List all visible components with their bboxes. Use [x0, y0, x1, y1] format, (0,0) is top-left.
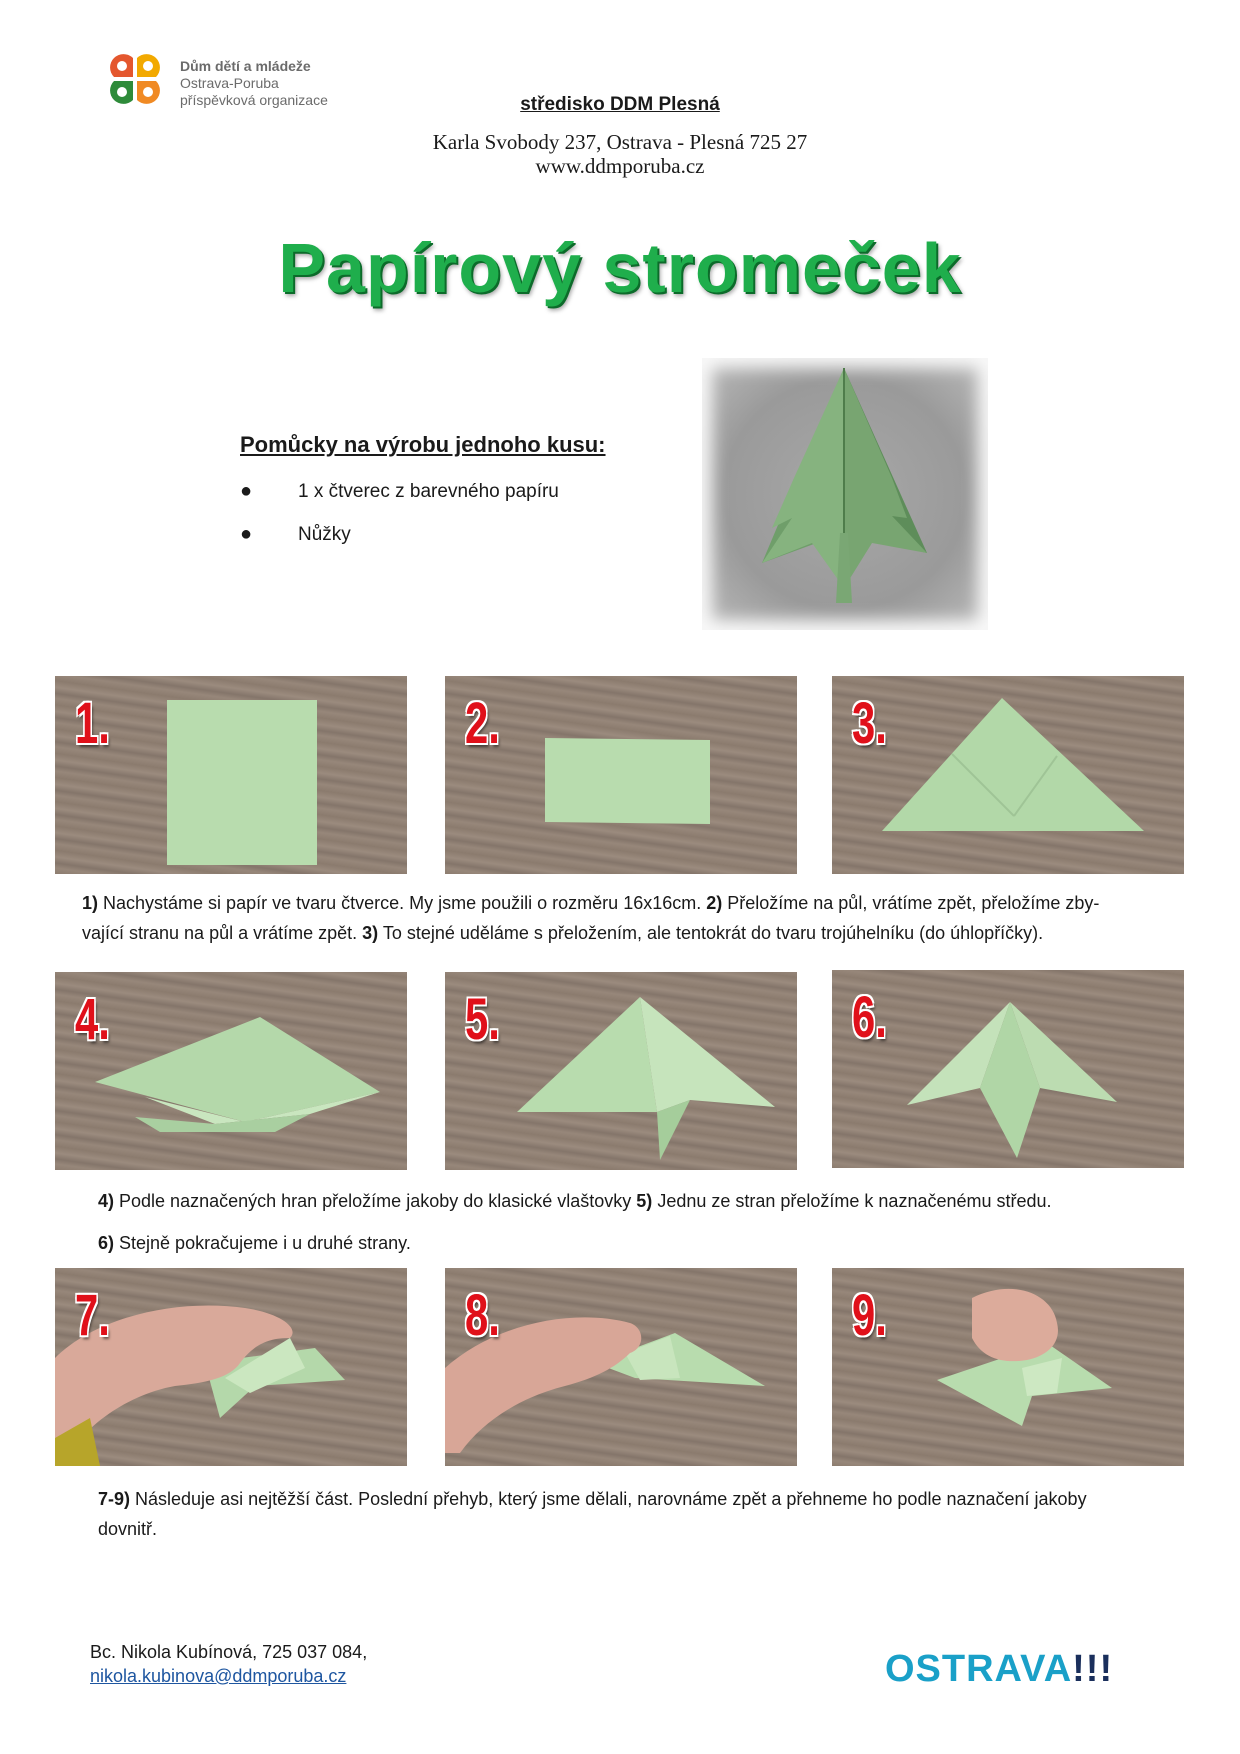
ostrava-brand-logo: [885, 1648, 1113, 1691]
org-name-line2: Ostrava-Poruba: [180, 75, 279, 91]
step-photo-9: [832, 1268, 1184, 1466]
tool-item-label: Nůžky: [298, 524, 351, 545]
step-number: 9.: [852, 1283, 887, 1348]
instruction-text: Stejně pokračujeme i u druhé strany.: [114, 1233, 411, 1253]
step-number: 1.: [75, 691, 110, 756]
step-ref: 7-9): [98, 1489, 131, 1509]
step-ref: 5): [636, 1191, 653, 1211]
step-ref: 4): [98, 1191, 115, 1211]
finished-tree-photo: [702, 358, 988, 630]
website: www.ddmporuba.cz: [535, 154, 705, 178]
center-name: středisko DDM Plesná: [520, 94, 720, 115]
step-number: 4.: [75, 987, 110, 1052]
brand-text: OSTRAVA: [885, 1648, 1073, 1690]
instructions-4-5: [98, 1186, 1158, 1216]
step-ref: 6): [98, 1233, 115, 1253]
step-number: 2.: [465, 691, 500, 756]
step-ref: 2): [706, 893, 723, 913]
address: Karla Svobody 237, Ostrava - Plesná 725 27: [432, 130, 808, 154]
brand-suffix: !!!: [1072, 1648, 1114, 1690]
step-photo-5: [445, 972, 797, 1170]
instruction-text: Podle naznačených hran přeložíme jakoby do klasické vlaštovky: [114, 1191, 637, 1211]
step-photo-6: [832, 970, 1184, 1168]
instruction-text: To stejné uděláme s přeložením, ale tentokrát do tvaru trojúhelníku (do úhlopříčky).: [378, 923, 1044, 943]
instructions-6: [98, 1228, 1158, 1258]
step-photo-1: [55, 676, 407, 874]
bullet-icon: ●: [240, 480, 253, 502]
tool-item-label: 1 x čtverec z barevného papíru: [298, 481, 559, 502]
step-number: 3.: [852, 691, 887, 756]
instructions-1-3: [82, 888, 1162, 948]
step-number: 6.: [852, 985, 887, 1050]
address-block: [0, 130, 1240, 178]
step-photo-4: [55, 972, 407, 1170]
step-photo-3: [832, 676, 1184, 874]
step-photo-2: [445, 676, 797, 874]
paper-tree-icon: [702, 358, 988, 630]
instructions-7-9: [98, 1484, 1158, 1544]
instruction-text: Nachystáme si papír ve tvaru čtverce. My jsme použili o rozměru 16x16cm.: [98, 893, 707, 913]
page-title: Papírový stromeček: [278, 229, 962, 307]
instruction-text: Jednu ze stran přeložíme k naznačenému středu.: [652, 1191, 1052, 1211]
instruction-text: Přeložíme na půl, vrátíme zpět, přeložíme zby-: [722, 893, 1100, 913]
org-name-line1: Dům dětí a mládeže: [180, 58, 311, 74]
step-ref: 1): [82, 893, 99, 913]
step-number: 7.: [75, 1283, 110, 1348]
step-number: 8.: [465, 1283, 500, 1348]
step-ref: 3): [362, 923, 379, 943]
step-number: 5.: [465, 987, 500, 1052]
tools-heading: Pomůcky na výrobu jednoho kusu:: [240, 432, 606, 457]
bullet-icon: ●: [240, 523, 253, 545]
instruction-text: dovnitř.: [98, 1519, 158, 1539]
step-photo-7: [55, 1268, 407, 1466]
author-contact: Bc. Nikola Kubínová, 725 037 084,: [90, 1642, 368, 1662]
org-name-line3: příspěvková organizace: [180, 92, 328, 108]
author-email-link[interactable]: nikola.kubinova@ddmporuba.cz: [90, 1666, 347, 1686]
step-photo-8: [445, 1268, 797, 1466]
instruction-text: vající stranu na půl a vrátíme zpět.: [82, 923, 363, 943]
instruction-text: Následuje asi nejtěžší část. Poslední přehyb, který jsme dělali, narovnáme zpět a přehneme ho podle naznačení jakoby: [130, 1489, 1087, 1509]
